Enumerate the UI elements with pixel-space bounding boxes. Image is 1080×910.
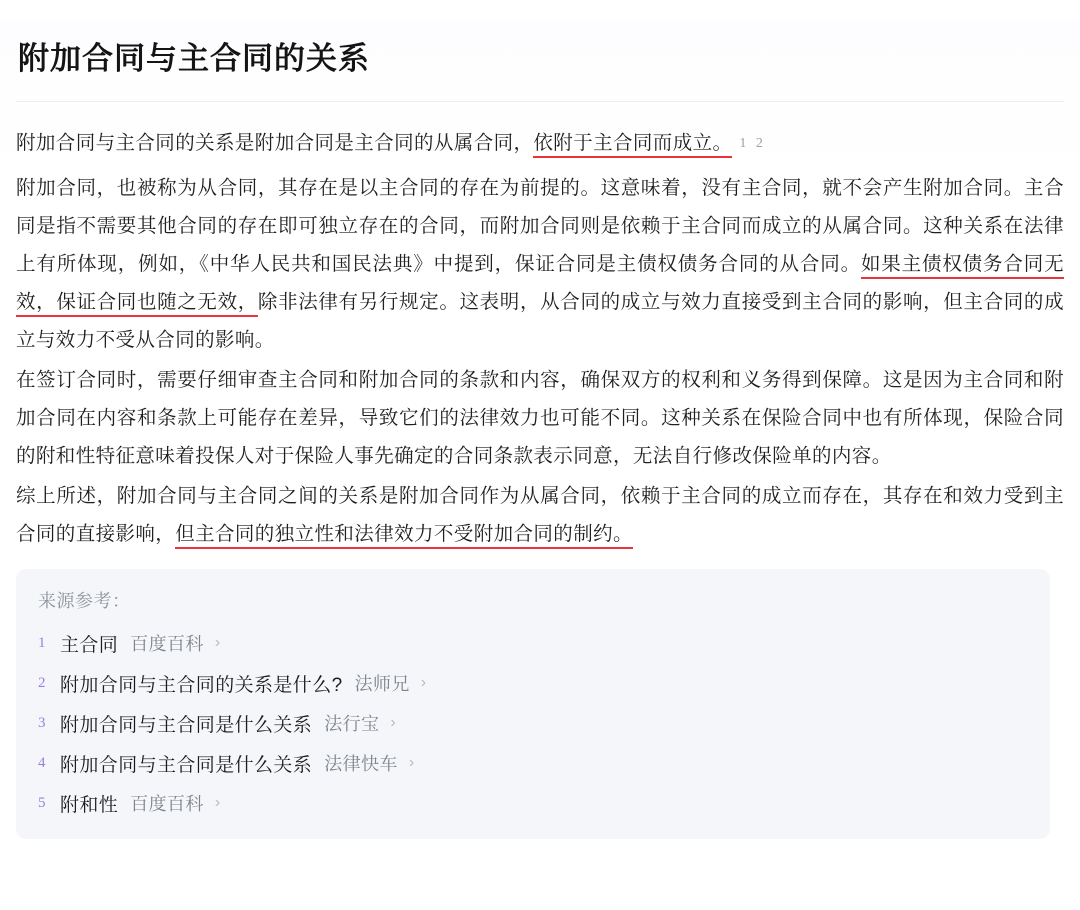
reference-mark-1[interactable]: 1 <box>739 136 747 152</box>
source-site: 百度百科 <box>130 794 204 815</box>
source-item-2[interactable] <box>38 663 1028 703</box>
source-reference-panel <box>16 569 1050 839</box>
chevron-right-icon[interactable]: › <box>214 634 221 652</box>
source-index: 2 <box>38 674 46 691</box>
source-index: 5 <box>38 794 46 811</box>
source-site: 法师兄 <box>354 674 410 695</box>
lead-plain-text: 附加合同与主合同的关系是附加合同是主合同的从属合同， <box>16 132 534 155</box>
answer-paragraph-2 <box>16 361 1064 475</box>
answer-page <box>0 21 1080 910</box>
source-item-3[interactable] <box>38 703 1028 743</box>
source-title[interactable]: 附加合同与主合同的关系是什么? <box>60 674 343 696</box>
chevron-right-icon[interactable]: › <box>420 674 427 692</box>
source-item-1[interactable] <box>38 623 1028 663</box>
answer-body <box>16 102 1064 553</box>
paragraph-3-highlight: 但主合同的独立性和法律效力不受附加合同的制约。 <box>175 523 633 549</box>
lead-highlight-text: 依附于主合同而成立。 <box>533 132 732 158</box>
answer-lead <box>16 124 1064 163</box>
source-title[interactable]: 附加合同与主合同是什么关系 <box>60 714 313 736</box>
source-site: 法律快车 <box>324 754 398 775</box>
reference-mark-2[interactable]: 2 <box>755 136 764 152</box>
source-title[interactable]: 附加合同与主合同是什么关系 <box>60 754 313 776</box>
paragraph-2-segment-1: 在签订合同时，需要仔细审查主合同和附加合同的条款和内容，确保双方的权利和义务得到保障。这是因为主合同和附加合同在内容和条款上可能存在差异，导致它们的法律效力也可能不同。这种关系在保险合同中也有所体现，保险合同的附和性特征意味着投保人对于保险人事先确定的合同条款表示同意，无法自行修改保险单的内容。 <box>16 369 1064 468</box>
paragraph-1-highlight: 如果主债权债务合同无效，保证合同也随之无效， <box>16 253 1064 317</box>
page-title: 附加合同与主合同的关系 <box>18 40 370 76</box>
paragraph-1-segment-3: 除非法律有另行规定。这表明，从合同的成立与效力直接受到主合同的影响，但主合同的成立与效力不受从合同的影响。 <box>16 291 1064 352</box>
source-title[interactable]: 附和性 <box>60 794 119 816</box>
source-site: 百度百科 <box>130 634 204 655</box>
source-index: 1 <box>38 634 46 651</box>
paragraph-1-segment-1: 附加合同，也被称为从合同，其存在是以主合同的存在为前提的。这意味着，没有主合同，就不会产生附加合同。主合同是指不需要其他合同的存在即可独立存在的合同，而附加合同则是依赖于主合同而成立的从属合同。这种关系在法律上有所体现，例如，《中华人民共和国民法典》中提到，保证合同是主债权债务合同的从合同。 <box>16 177 1064 276</box>
source-reference-label: 来源参考： <box>38 591 131 612</box>
source-item-5[interactable] <box>38 783 1028 823</box>
chevron-right-icon[interactable]: › <box>214 794 221 812</box>
answer-paragraph-1 <box>16 169 1064 359</box>
source-item-4[interactable] <box>38 743 1028 783</box>
paragraph-3-segment-1: 综上所述，附加合同与主合同之间的关系是附加合同作为从属合同，依赖于主合同的成立而存在，其存在和效力受到主合同的直接影响， <box>16 485 1064 546</box>
source-title[interactable]: 主合同 <box>60 634 119 656</box>
chevron-right-icon[interactable]: › <box>408 754 415 772</box>
answer-paragraph-3 <box>16 477 1064 553</box>
source-index: 4 <box>38 754 46 771</box>
source-index: 3 <box>38 714 46 731</box>
chevron-right-icon[interactable]: › <box>390 714 396 732</box>
source-site: 法行宝 <box>324 714 380 735</box>
